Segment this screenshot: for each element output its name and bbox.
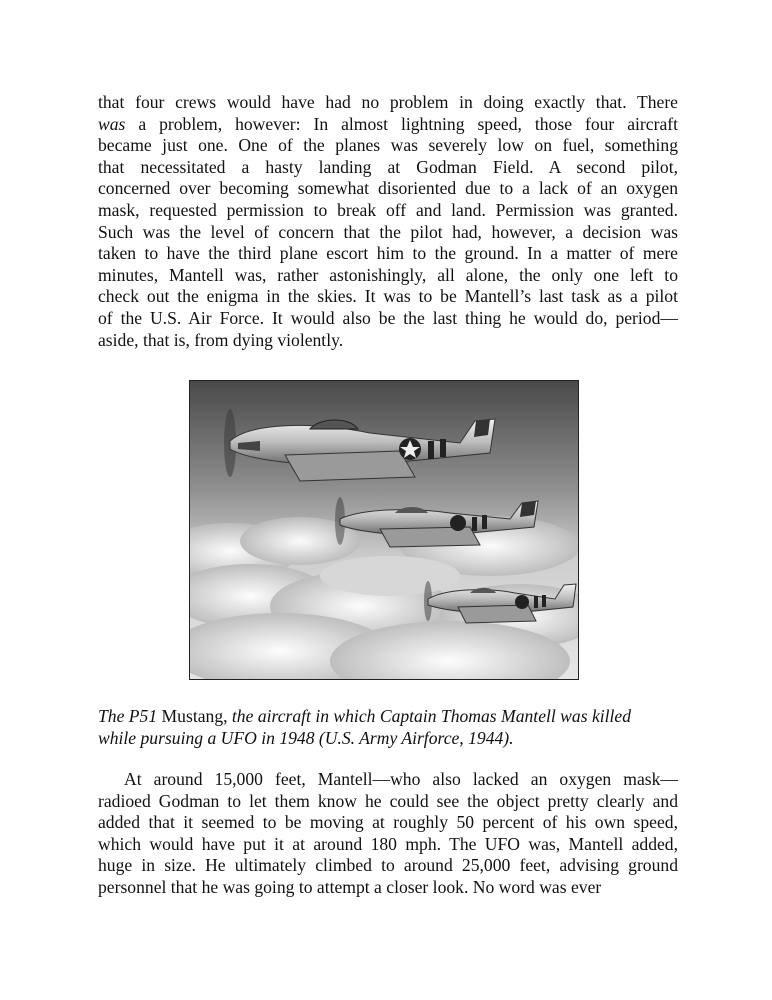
paragraph-2 [98,769,678,899]
text-line: was a problem, however: In almost lightning speed, those four aircraft [98,113,678,134]
caption-part-2: Mustang, [157,706,232,726]
text-line: radioed Godman to let them know he could see the object pretty clearly and [98,790,678,811]
text-line: that necessitated a hasty landing at Godman Field. A second pilot, [98,156,678,177]
text-line: mask, requested permission to break off and land. Permission was granted. [98,199,678,220]
text-line: Such was the level of concern that the pilot had, however, a decision was [98,221,678,242]
figure-caption [98,706,688,749]
caption-line-2: while pursuing a UFO in 1948 (U.S. Army Airforce, 1944). [98,727,514,748]
text-line: became just one. One of the planes was severely low on fuel, something [98,135,678,156]
p51-mustang-photo [189,380,579,680]
caption-part-3: the aircraft in which Captain Thomas Mantell was killed [231,706,632,726]
text-line: taken to have the third plane escort him to the ground. In a matter of mere [98,243,678,264]
text-line: of the U.S. Air Force. It would also be the last thing he would do, period— [98,307,678,328]
text-line: that four crews would have had no problem in doing exactly that. There [98,92,678,112]
text-line: added that it seemed to be moving at roughly 50 percent of his own speed, [98,812,678,833]
text-line: aside, that is, from dying violently. [98,329,344,350]
text-line: personnel that he was going to attempt a closer look. No word was ever [98,876,602,897]
paragraph-1 [98,92,678,351]
text-line: check out the enigma in the skies. It was to be Mantell’s last task as a pilot [98,286,678,307]
text-line: minutes, Mantell was, rather astonishingly, all alone, the only one left to [98,264,678,285]
text-line: At around 15,000 feet, Mantell—who also lacked an oxygen mask— [124,769,678,789]
text-line: concerned over becoming somewhat disoriented due to a lack of an oxygen [98,178,678,199]
text-line: huge in size. He ultimately climbed to around 25,000 feet, advising ground [98,855,678,876]
caption-part-1: The P51 [98,706,158,726]
emphasis-word: was [98,113,126,134]
text-line: which would have put it at around 180 mph. The UFO was, Mantell added, [98,833,678,854]
